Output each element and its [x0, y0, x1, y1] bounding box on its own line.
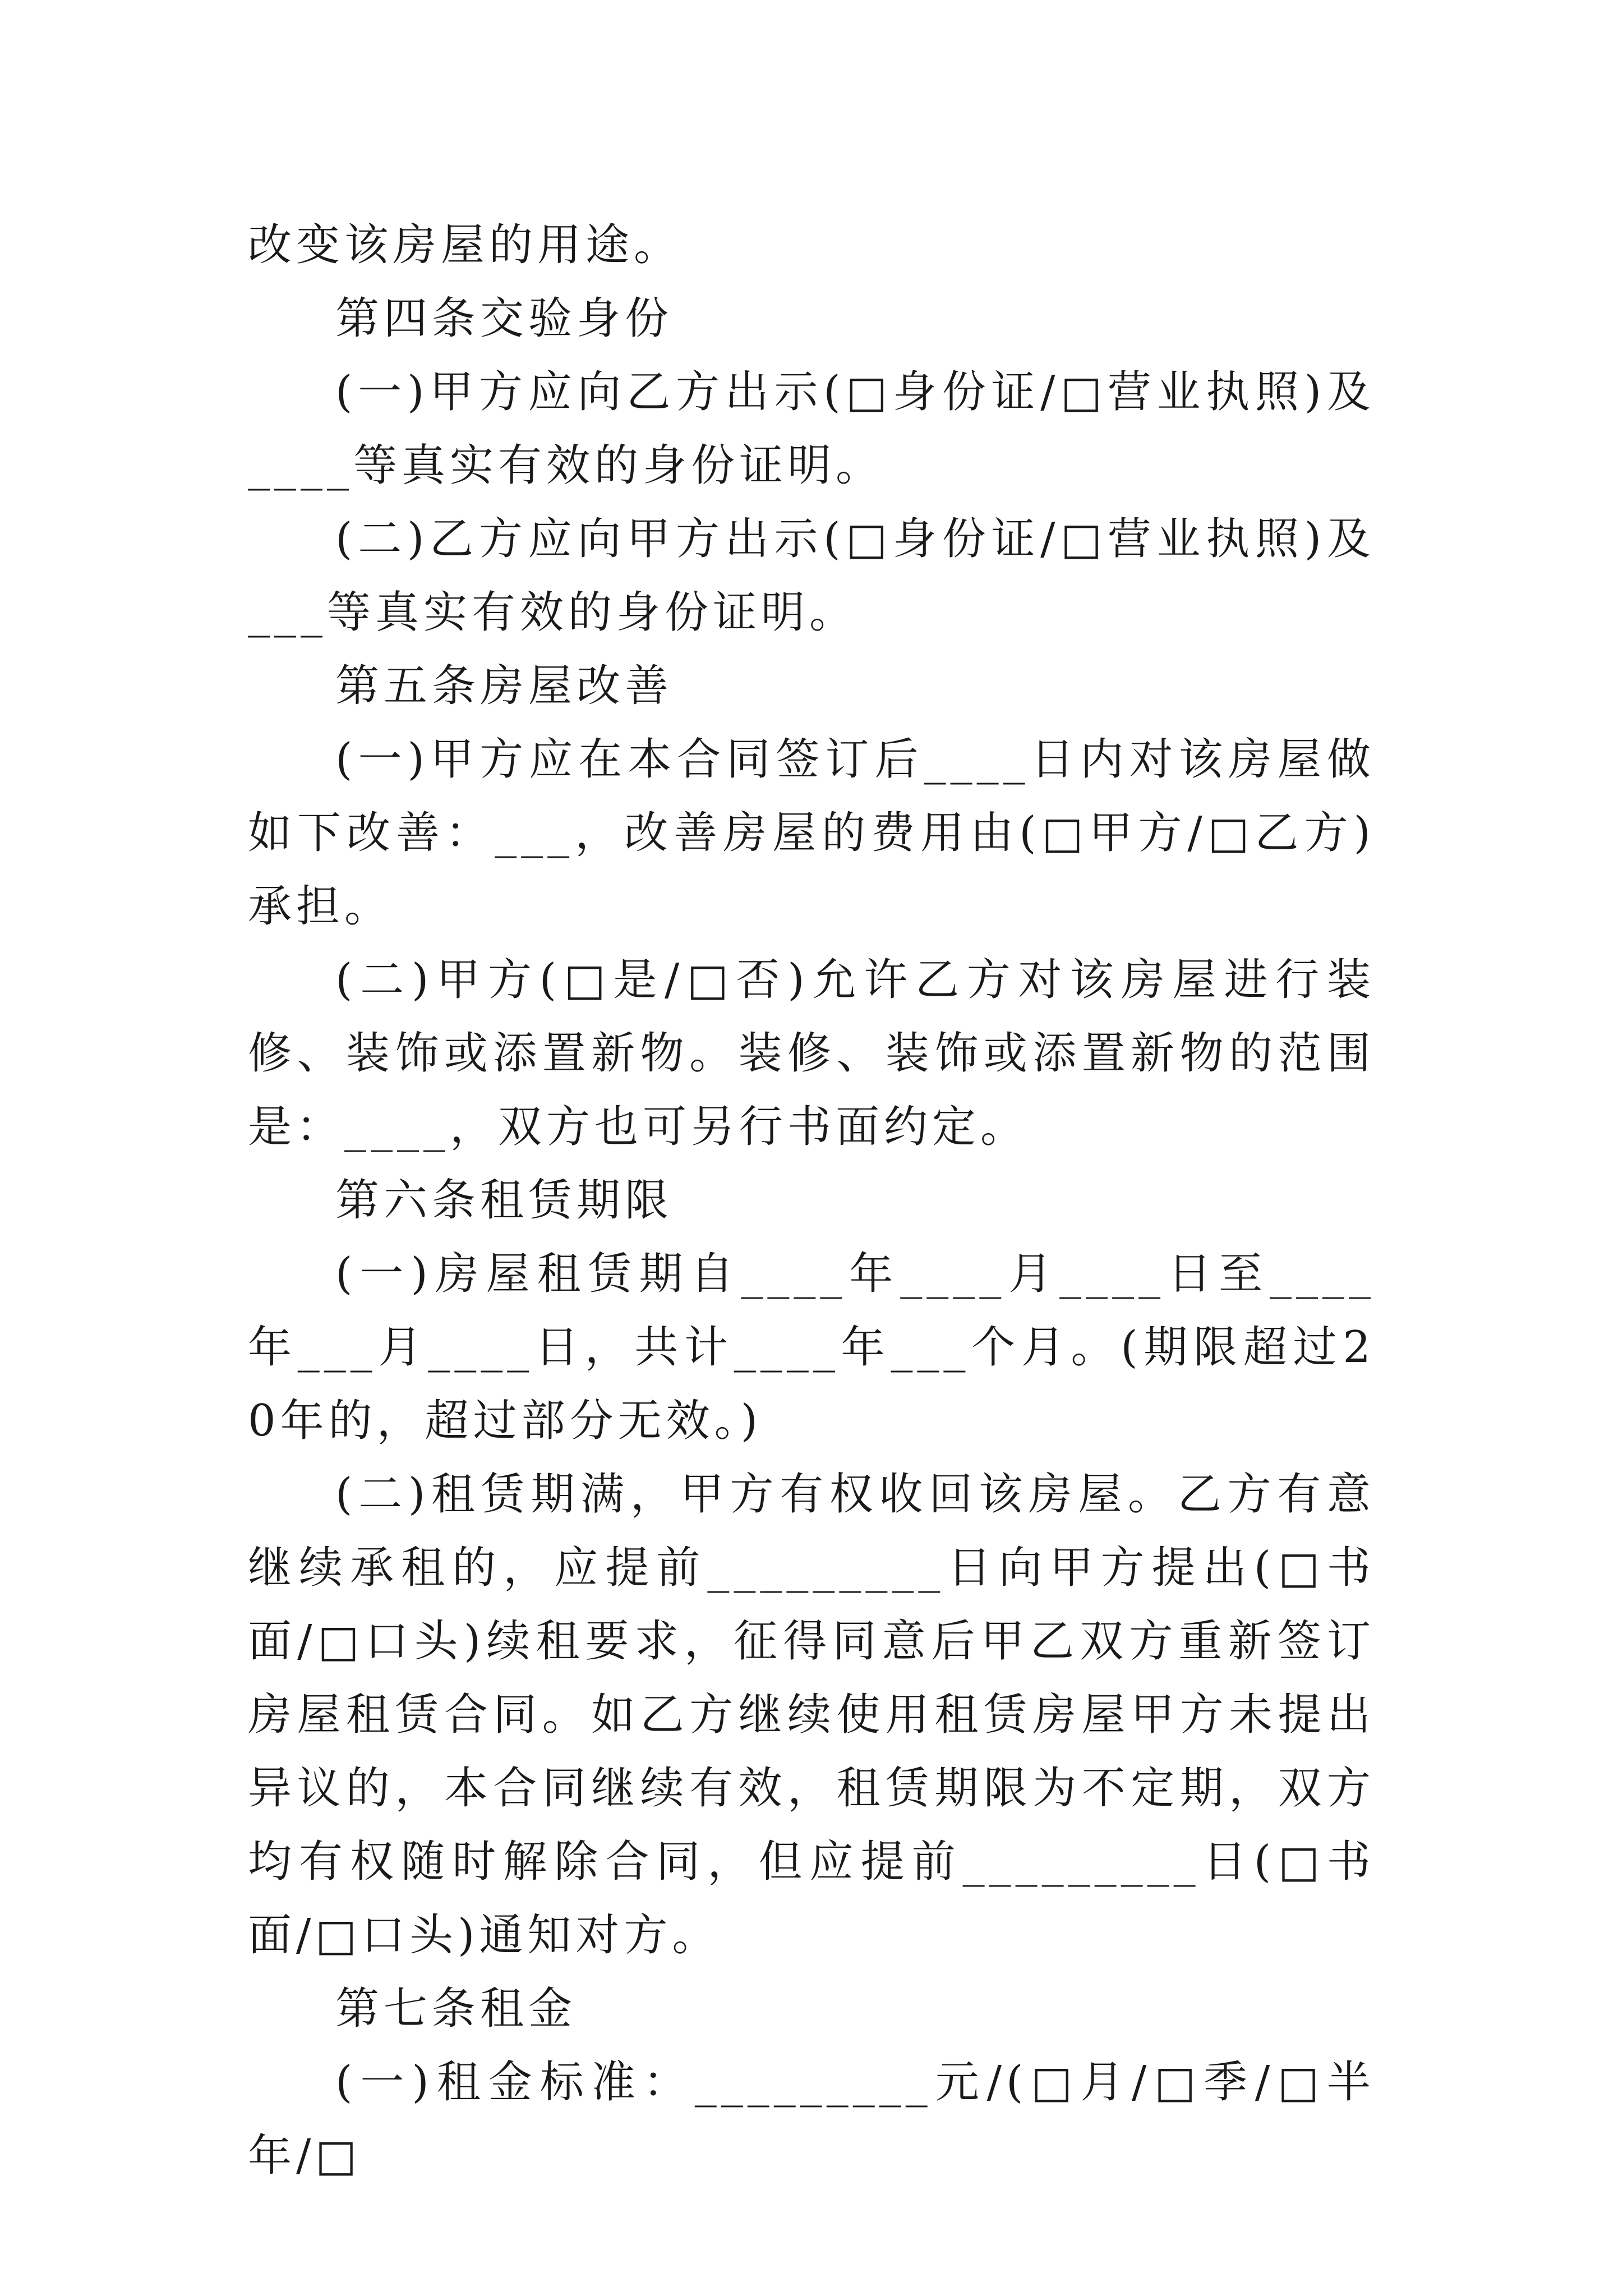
- article-7-heading: 第七条租金: [335, 1984, 577, 2034]
- article-7-clause-1: (一)租金标准：_________元/(□月/□季/□半年/□: [248, 2057, 1375, 2181]
- article-4-heading: 第四条交验身份: [335, 293, 674, 344]
- article-4-clause-1: (一)甲方应向乙方出示(□身份证/□营业执照)及____等真实有效的身份证明。: [248, 367, 1375, 491]
- article-5-clause-2: (二)甲方(□是/□否)允许乙方对该房屋进行装修、装饰或添置新物。装修、装饰或添置新物的范围是：____，双方也可另行书面约定。: [248, 955, 1375, 1152]
- document-body: [248, 209, 1375, 2193]
- article-5-clause-1: (一)甲方应在本合同签订后____日内对该房屋做如下改善：___，改善房屋的费用由(□甲方/□乙方)承担。: [248, 734, 1375, 932]
- paragraph-continuation: 改变该房屋的用途。: [248, 220, 683, 270]
- article-6-clause-1: (一)房屋租赁期自____年____月____日至____年___月____日，共计____年___个月。(期限超过20年的，超过部分无效。): [248, 1249, 1375, 1446]
- article-6-heading: 第六条租赁期限: [335, 1175, 674, 1226]
- article-4-clause-2: (二)乙方应向甲方出示(□身份证/□营业执照)及___等真实有效的身份证明。: [248, 514, 1375, 638]
- article-6-clause-2: (二)租赁期满，甲方有权收回该房屋。乙方有意继续承租的，应提前_________日向甲方提出(□书面/□口头)续租要求，征得同意后甲乙双方重新签订房屋租赁合同。如乙方继续使用租赁房屋甲方未提出异议的，本合同继续有效，租赁期限为不定期，双方均有权随时解除合同，但应提前_________日(□书面/□口头)通知对方。: [248, 1469, 1375, 1961]
- article-5-heading: 第五条房屋改善: [335, 661, 674, 711]
